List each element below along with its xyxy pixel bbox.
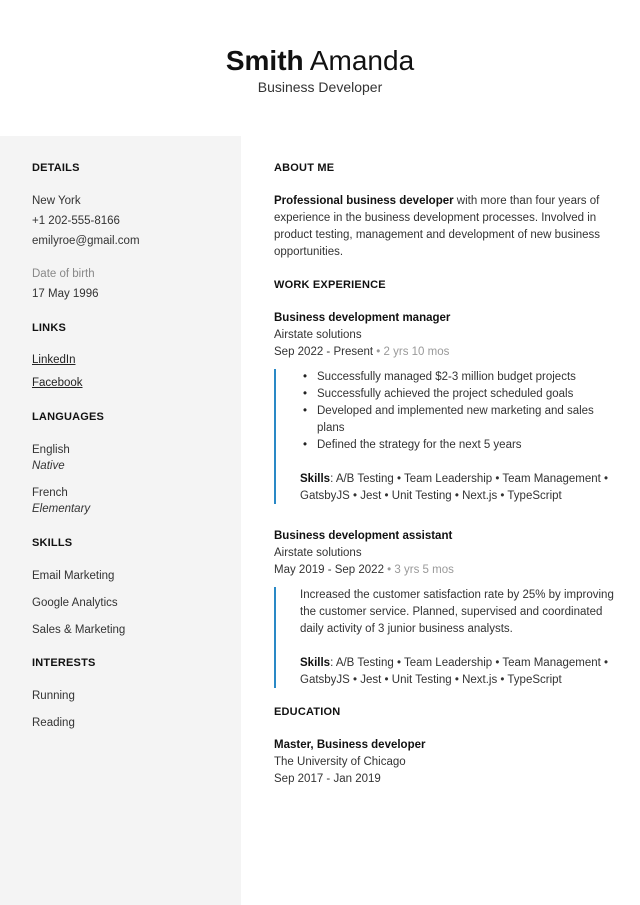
job-duration: 2 yrs 10 mos (383, 346, 450, 358)
job-date-range: May 2019 - Sep 2022 (274, 564, 384, 576)
language-name: English (32, 444, 70, 456)
job-bullets (300, 369, 614, 454)
job-bullet: • Successfully achieved the project scheduled goals (300, 386, 614, 403)
skills-heading: SKILLS (32, 537, 73, 549)
phone: +1 202-555-8166 (32, 215, 120, 227)
language-name: French (32, 487, 68, 499)
language-level: Native (32, 460, 65, 472)
facebook-link[interactable]: Facebook (32, 377, 83, 389)
job-dates (274, 562, 614, 579)
skills-list: : A/B Testing • Team Leadership • Team Management • GatsbyJS • Jest • Unit Testing • Next.js • TypeScript (300, 473, 609, 502)
about-lead: Professional business developer (274, 195, 454, 207)
work-section (274, 279, 614, 291)
interest-item: Reading (32, 717, 75, 729)
job-description: Increased the customer satisfaction rate by 25% by improving the customer service. Planned, supervised and coordinated daily activity of 3 junior business analysts. (300, 589, 614, 635)
sidebar (0, 136, 241, 905)
details-heading: DETAILS (32, 162, 80, 174)
job-duration: 3 yrs 5 mos (394, 564, 454, 576)
job-bullet: • Successfully managed $2-3 million budget projects (300, 369, 614, 386)
interests-list (32, 688, 232, 731)
education-dates: Sep 2017 - Jan 2019 (274, 773, 381, 785)
details-section (32, 162, 232, 174)
city: New York (32, 195, 81, 207)
job-dates (274, 344, 614, 361)
job-skills (300, 655, 614, 689)
separator-dot: • (387, 564, 392, 576)
full-name (0, 44, 640, 78)
resume-header (0, 0, 640, 136)
job-entry (274, 310, 614, 361)
skills-list: : A/B Testing • Team Leadership • Team Management • GatsbyJS • Jest • Unit Testing • Next.js • TypeScript (300, 657, 609, 686)
job-company: Airstate solutions (274, 547, 362, 559)
job-position: Business development manager (274, 312, 451, 324)
dob-label: Date of birth (32, 268, 95, 280)
interest-item: Running (32, 690, 75, 702)
skill-item: Google Analytics (32, 597, 118, 609)
languages-heading: LANGUAGES (32, 411, 105, 423)
email: emilyroe@gmail.com (32, 235, 140, 247)
languages-section (32, 411, 232, 423)
skills-label: Skills (300, 473, 331, 485)
school: The University of Chicago (274, 756, 406, 768)
skills-label: Skills (300, 657, 331, 669)
job-details (274, 587, 614, 688)
job-entry (274, 528, 614, 579)
last-name: Smith (225, 45, 304, 76)
job-bullet: • Developed and implemented new marketing and sales plans (300, 403, 614, 437)
job-skills (300, 471, 614, 505)
dob-value: 17 May 1996 (32, 288, 99, 300)
skills-section (32, 537, 232, 549)
job-bullet: • Defined the strategy for the next 5 years (300, 437, 614, 454)
education-heading: EDUCATION (274, 706, 341, 718)
skill-item: Email Marketing (32, 570, 115, 582)
links-list (32, 352, 232, 391)
links-heading: LINKS (32, 322, 66, 334)
about-heading: ABOUT ME (274, 162, 335, 174)
skills-list (32, 568, 232, 638)
skill-item: Sales & Marketing (32, 624, 126, 636)
degree: Master, Business developer (274, 739, 426, 751)
first-name: Amanda (309, 45, 415, 76)
links-section (32, 322, 232, 334)
about-text (274, 193, 614, 261)
job-title: Business Developer (257, 79, 383, 95)
job-date-range: Sep 2022 - Present (274, 346, 374, 358)
job-company: Airstate solutions (274, 329, 362, 341)
interests-section (32, 657, 232, 669)
language-level: Elementary (32, 503, 91, 515)
job-details (274, 369, 614, 504)
language-item (32, 442, 232, 474)
job-position: Business development assistant (274, 530, 453, 542)
details-list (32, 193, 232, 253)
interests-heading: INTERESTS (32, 657, 96, 669)
language-item (32, 485, 232, 517)
about-body: with more than four years of experience in the business development processes. Involved in product testing, management and development of new business opportunities. (274, 195, 601, 258)
education-section (274, 706, 614, 718)
separator-dot: • (376, 346, 381, 358)
about-section (274, 162, 614, 174)
work-heading: WORK EXPERIENCE (274, 279, 386, 291)
linkedin-link[interactable]: LinkedIn (32, 354, 76, 366)
dob-block (32, 266, 232, 302)
education-entry (274, 737, 614, 788)
